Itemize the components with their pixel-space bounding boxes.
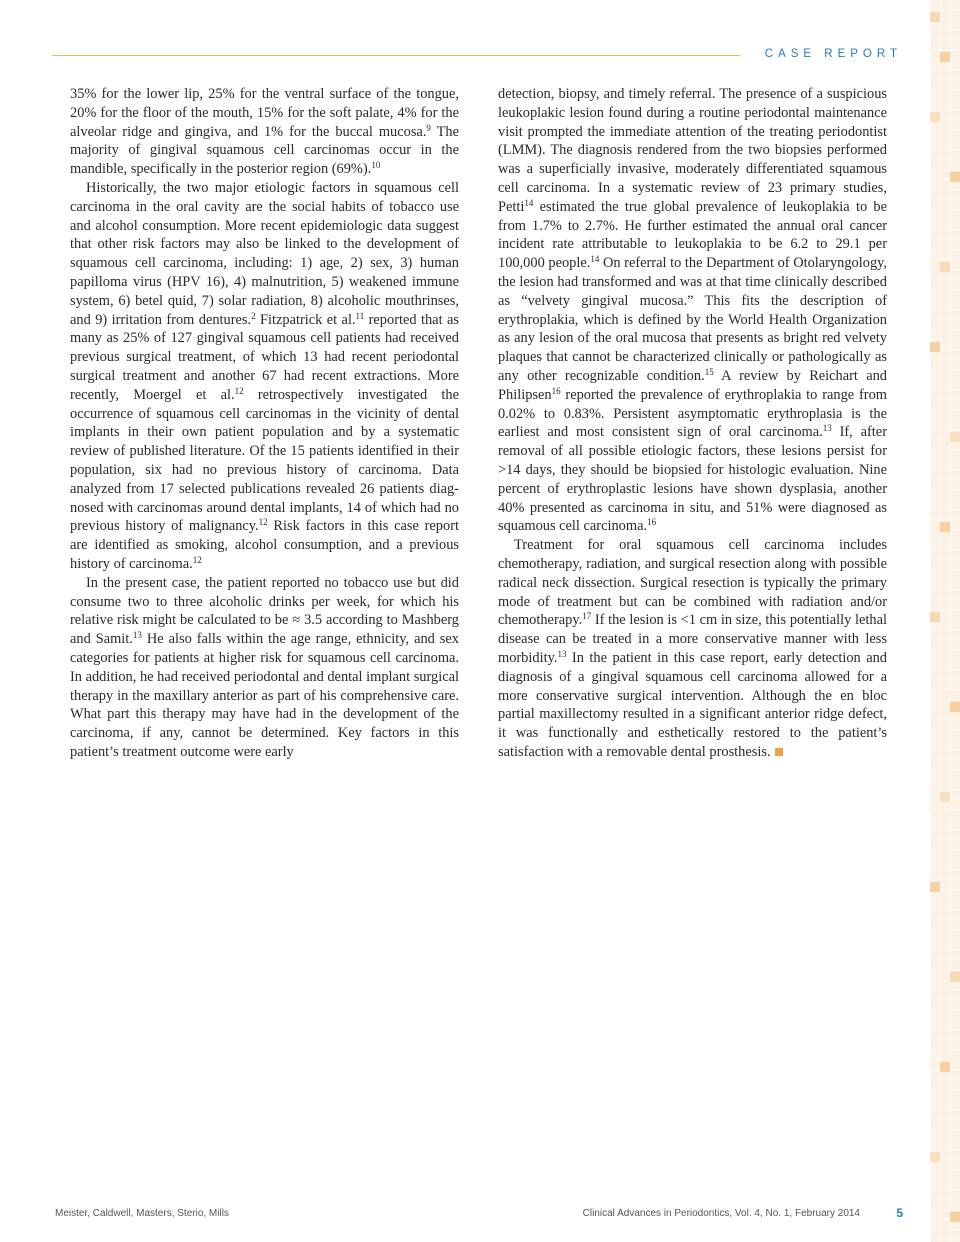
citation: 10 xyxy=(371,160,381,171)
citation: 12 xyxy=(192,554,202,565)
paragraph: 35% for the lower lip, 25% for the ventral surface of the tongue, 20% for the floor of the mouth, 15% for the soft palate, 4% for the alveolar ridge and gingiva, and 1% for the buccal mucosa.$^9$ The majority of gingival squamous cell carcinomas occur in the mandible, specifically in the posterior region (69%).$^{10}$ xyxy=(70,86,459,178)
paragraph: Treatment for oral squamous cell carcinoma includes chemotherapy, radiation, and surgical resection along with possible radical neck dissection. Surgical resection is typically the primary mode of treatment but can be combined with radiation and/or chemotherapy.$^{17}$ If the lesion is <1 cm in size, this potentially lethal disease can be treated in a more conservative manner with less morbidity.$^{13}$ In the patient in this case report, early detection and diagnosis of a gingival squamous cell carcinoma allowed for a more conservative surgical intervention. Although the en bloc partial maxillectomy resulted in a significant anterior ridge defect, it was functionally and esthetically restored to the patient’s satisfaction with a removable dental prosthesis. xyxy=(498,537,887,760)
footer-authors: Meister, Caldwell, Masters, Sterio, Mills xyxy=(55,1208,229,1219)
citation: 2 xyxy=(251,310,256,321)
citation: 16 xyxy=(551,385,561,396)
citation: 12 xyxy=(234,385,244,396)
paragraph: detection, biopsy, and timely referral. The presence of a suspicious leukoplakic lesion found during a routine periodontal maintenance visit prompted the immediate attention of the treating periodontist (LMM). The diagnosis rendered from the two biopsies performed was a superficially invasive, moderately differentiated squamous cell carcinoma. In a systematic review of 23 primary studies, Petti$^{14}$ estimated the true global prevalence of leukoplakia to be from 1.7% to 2.7%. He further estimated the annual oral cancer incident rate attributable to leukoplakia to be 6.2 to 29.1 per 100,000 people.$^{14}$ On referral to the Department of Otolaryngology, the lesion had transformed and was at that time clinically described as “velvety gingival mucosa.” This fits the description of erythroplakia, which is defined by the World Health Organization as any lesion of the oral mucosa that presents as bright red velvety plaques that cannot be characterized clinically or pathologically as any other recognizable condition.$^{15}$ A review by Reichart and Philipsen$^{16}$ reported the prevalence of erythroplakia to range from 0.02% to 0.83%. Persistent asymptomatic erythroplasia is the earliest and most consistent sign of oral carcinoma.$^{13}$ If, after removal of all possible etiologic factors, these lesions persist for >14 days, they should be biopsied for histologic evaluation. Nine percent of erythroplastic lesions have shown dysplasia, another 40% presented as carcinoma in situ, and 51% were diagnosed as squamous cell carcinoma.$^{16}$ xyxy=(498,86,888,535)
citation: 13 xyxy=(132,630,142,641)
citation: 14 xyxy=(590,254,600,265)
citation: 13 xyxy=(822,423,832,434)
end-of-article-marker xyxy=(775,748,783,756)
citation: 12 xyxy=(258,517,268,528)
citation: 16 xyxy=(647,517,657,528)
left-column xyxy=(70,85,459,762)
section-label: CASE REPORT xyxy=(764,48,902,60)
citation: 11 xyxy=(355,310,365,321)
paragraph: Historically, the two major etiologic factors in squamous cell carcinoma in the oral cavity are the social habits of tobacco use and alcohol consumption. More recent epidemiologic data suggest that other risk factors may also be linked to the development of squamous cell carcinoma, including: 1) age, 2) sex, 3) human papilloma virus (HPV 16), 4) malnutrition, 5) weakened immune system, 6) betel quid, 7) solar radiation, 8) alcoholic mouthrinses, and 9) irritation from dentures.$^2$ Fitzpatrick et al.$^{11}$ reported that as many as 25% of 127 gingival squamous cell patients had received previous surgical treatment, of which 13 had recent periodontal surgical treatment and another 67 had recent extractions. More recently, Moergel et al.$^{12}$ retrospectively investigated the occurrence of squamous cell carcinomas in the vicinity of dental implants in their own patient population and by a systematic review of published literature. Of the 15 patients identified in their population, six had no previous history of carcinoma. Data analyzed from 17 selected publications revealed 26 patients diagnosed with carcinomas around dental implants, 14 of which had no previous history of malignancy.$^{12}$ Risk factors in this case report are identified as smoking, alcohol consumption, and a previous history of carcinoma.$^{12}$ xyxy=(70,179,460,572)
footer-journal: Clinical Advances in Periodontics, Vol. 4, No. 1, February 2014 xyxy=(582,1208,860,1219)
citation: 14 xyxy=(524,197,534,208)
citation: 17 xyxy=(582,611,592,622)
page-number: 5 xyxy=(896,1206,903,1220)
citation: 15 xyxy=(704,366,714,377)
citation: 13 xyxy=(557,648,567,659)
citation: 9 xyxy=(426,122,431,133)
decorative-side-strip xyxy=(930,0,960,1242)
right-column xyxy=(498,85,887,762)
paragraph: In the present case, the patient reported no tobacco use but did consume two to three alcoholic drinks per week, for which his relative risk might be calculated to be ≈ 3.5 according to Mashberg and Samit.$^{13}$ He also falls within the age range, ethnicity, and sex categories for patients at higher risk for squamous cell carcinoma. In addition, he had received periodontal and dental implant surgical therapy in the maxillary anterior as part of his comprehensive care. What part this therapy may have had in the development of the carcinoma, if any, cannot be determined. Key factors in this patient’s treatment outcome were early xyxy=(70,574,459,760)
header-rule xyxy=(52,55,740,56)
